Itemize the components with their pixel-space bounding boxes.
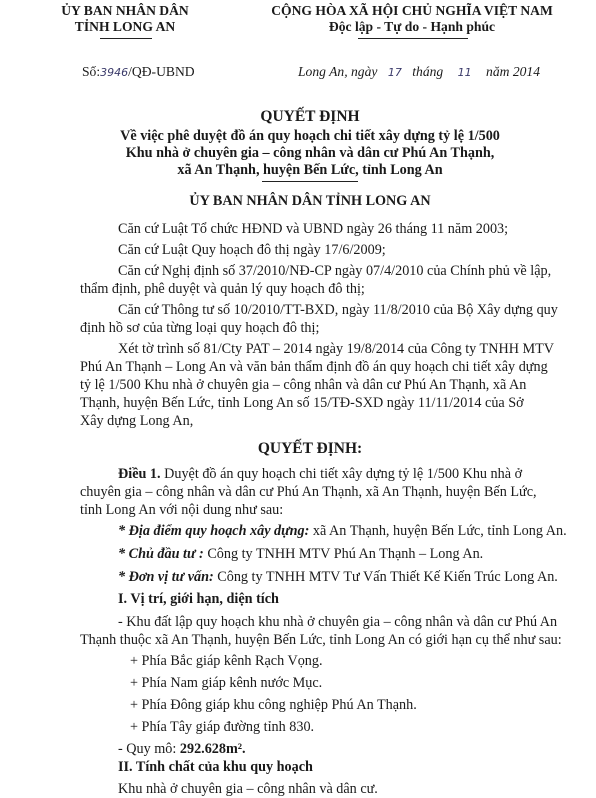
document-number-suffix: /QĐ-UBND (128, 64, 195, 79)
authority-underline (100, 38, 152, 39)
date-day: 17 (387, 66, 402, 79)
section-1-line-2: Thạnh thuộc xã An Thạnh, huyện Bến Lức, tỉnh Long An có giới hạn cụ thể như sau: (80, 632, 562, 648)
section-2-heading: II. Tính chất của khu quy hoạch (118, 759, 313, 775)
boundary-east: + Phía Đông giáp khu công nghiệp Phú An Thạnh. (130, 697, 417, 713)
section-1-heading: I. Vị trí, giới hạn, diện tích (118, 591, 279, 607)
date-place (298, 64, 540, 80)
country-name: CỘNG HÒA XÃ HỘI CHỦ NGHĨA VIỆT NAM (271, 3, 553, 18)
item-location (118, 523, 567, 540)
subject-line-1: Về việc phê duyệt đồ án quy hoạch chi tiết xây dựng tỷ lệ 1/500 (120, 128, 500, 144)
preamble-line: Thạnh, huyện Bến Lức, tỉnh Long An số 15/TĐ-SXD ngày 11/11/2014 của Sở (80, 395, 524, 411)
article-1-label: Điều 1. (118, 466, 161, 482)
date-month: 11 (457, 66, 472, 79)
document-number-handwritten: 3946 (100, 66, 129, 79)
issuing-authority (60, 3, 190, 35)
preamble-line: định hồ sơ của từng loại quy hoạch đô thị; (80, 320, 320, 336)
issuing-authority-line2: TỈNH LONG AN (74, 19, 176, 34)
boundary-north: + Phía Bắc giáp kênh Rạch Vọng. (130, 653, 323, 669)
article-1-line-1 (118, 466, 522, 483)
preamble-line: Căn cứ Luật Tổ chức HĐND và UBND ngày 26 tháng 11 năm 2003; (118, 221, 509, 237)
preamble-line: Phú An Thạnh – Long An và văn bản thẩm định đồ án quy hoạch chi tiết xây dựng (80, 359, 548, 375)
item-location-label: * Địa điểm quy hoạch xây dựng: (118, 523, 310, 539)
document-number (82, 64, 195, 80)
motto-underline (358, 38, 468, 39)
item-investor-value: Công ty TNHH MTV Phú An Thạnh – Long An. (203, 546, 484, 562)
article-1-text: Duyệt đồ án quy hoạch chi tiết xây dựng tỷ lệ 1/500 Khu nhà ở (160, 466, 523, 482)
item-investor-label: * Chủ đầu tư : (118, 546, 204, 562)
issuing-authority-line1: ỦY BAN NHÂN DÂN (61, 3, 189, 18)
boundary-west: + Phía Tây giáp đường tỉnh 830. (130, 719, 315, 735)
item-consultant-value: Công ty TNHH MTV Tư Vấn Thiết Kế Kiến Trúc Long An. (213, 569, 558, 585)
preamble-line: Xét tờ trình số 81/Cty PAT – 2014 ngày 19/8/2014 của Công ty TNHH MTV (118, 341, 555, 357)
date-month-label: tháng (412, 64, 444, 79)
national-motto: Độc lập - Tự do - Hạnh phúc (328, 19, 496, 34)
date-place-label: Long An, ngày (298, 64, 378, 79)
article-1-line-2: chuyên gia – công nhân và dân cư Phú An Thạnh, xã An Thạnh, huyện Bến Lức, (80, 484, 537, 500)
scale-line (118, 741, 246, 758)
preamble-line: Xây dựng Long An, (80, 413, 194, 429)
decision-heading: QUYẾT ĐỊNH: (257, 440, 363, 457)
scale-label: - Quy mô: (118, 741, 180, 757)
item-location-value: xã An Thạnh, huyện Bến Lức, tỉnh Long An. (309, 523, 567, 539)
subject-line-3: xã An Thạnh, huyện Bến Lức, tỉnh Long An (177, 162, 443, 178)
document-number-prefix: Số: (82, 64, 101, 79)
title-underline (262, 181, 358, 182)
preamble-line: thẩm định, phê duyệt và quản lý quy hoạch đô thị; (80, 281, 365, 297)
item-consultant (118, 569, 558, 586)
date-year: năm 2014 (486, 64, 541, 79)
boundary-south: + Phía Nam giáp kênh nước Mục. (130, 675, 323, 691)
section-2-line-1: Khu nhà ở chuyên gia – công nhân và dân cư. (118, 781, 378, 797)
national-title (252, 3, 572, 35)
authority-heading: ỦY BAN NHÂN DÂN TỈNH LONG AN (189, 193, 431, 209)
item-investor (118, 546, 483, 563)
document-type-title: QUYẾT ĐỊNH (260, 108, 360, 125)
section-1-line-1: - Khu đất lập quy hoạch khu nhà ở chuyên gia – công nhân và dân cư Phú An (118, 614, 558, 630)
preamble-line: Căn cứ Luật Quy hoạch đô thị ngày 17/6/2009; (118, 242, 386, 258)
article-1-line-3: tỉnh Long An với nội dung như sau: (80, 502, 284, 518)
preamble-line: Căn cứ Nghị định số 37/2010/NĐ-CP ngày 07/4/2010 của Chính phủ về lập, (118, 263, 552, 279)
preamble-line: tỷ lệ 1/500 Khu nhà ở chuyên gia – công nhân và dân cư Phú An Thạnh, xã An (80, 377, 527, 393)
preamble-line: Căn cứ Thông tư số 10/2010/TT-BXD, ngày 11/8/2010 của Bộ Xây dựng quy (118, 302, 558, 318)
subject-line-2: Khu nhà ở chuyên gia – công nhân và dân cư Phú An Thạnh, (125, 145, 495, 161)
scale-value: 292.628m². (179, 741, 246, 757)
item-consultant-label: * Đơn vị tư vấn: (118, 569, 214, 585)
